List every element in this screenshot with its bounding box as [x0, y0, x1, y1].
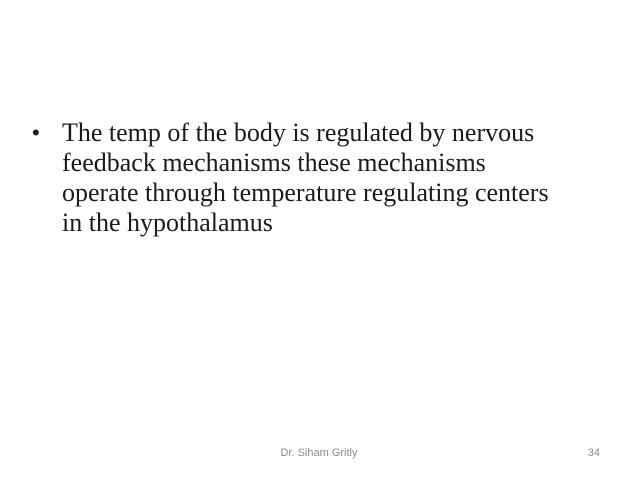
bullet-line-3: operate through temperature regulating centers: [62, 178, 549, 207]
bullet-line-2: feedback mechanisms these mechanisms: [62, 148, 486, 177]
bullet-line-1: The temp of the body is regulated by nervous: [62, 118, 535, 147]
bullet-text: [62, 118, 549, 238]
bullet-line-4: in the hypothalamus: [62, 208, 273, 237]
footer-author: Dr. Siham Gritly: [280, 447, 358, 459]
page-number: 34: [587, 447, 600, 459]
bullet-item: [32, 118, 612, 238]
bullet-marker: •: [32, 120, 40, 145]
slide-content: [32, 118, 612, 238]
bullet-list: [32, 118, 612, 238]
